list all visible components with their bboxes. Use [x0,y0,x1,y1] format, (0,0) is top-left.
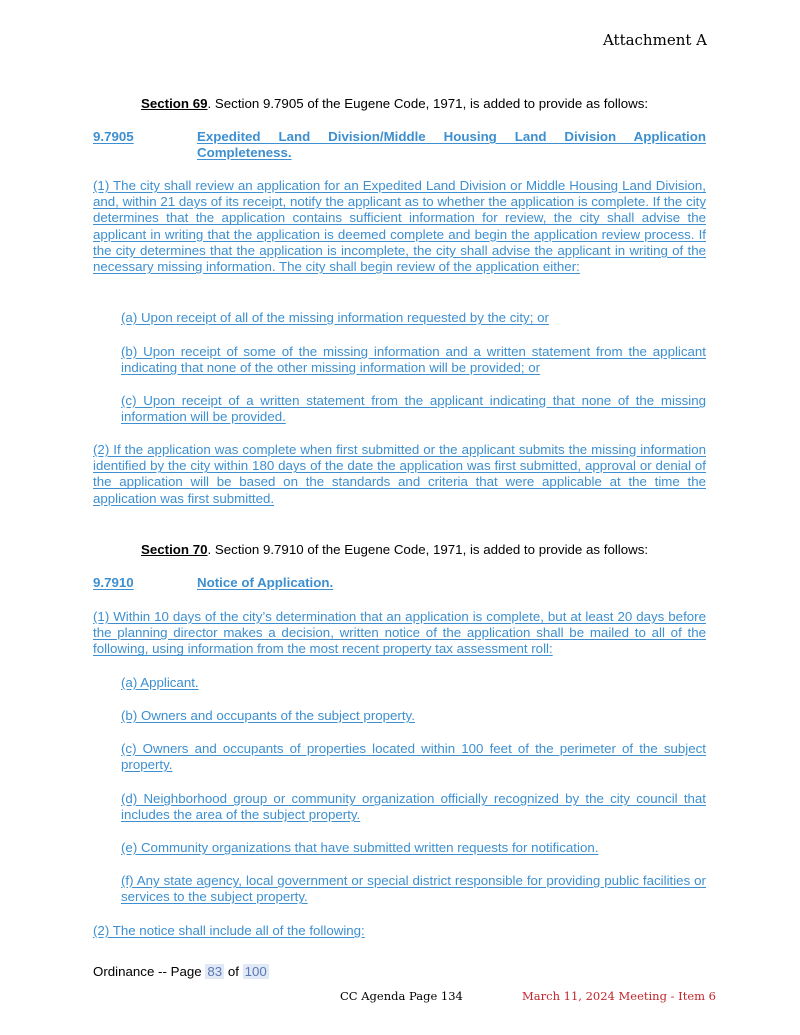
code-title: Notice of Application. [197,575,334,590]
section-70-heading [141,542,648,557]
meeting-label: March 11, 2024 Meeting - Item 6 [522,989,716,1003]
section-70-para-1: (1) Within 10 days of the city’s determination that an application is complete, but at least 20 days before the planning director makes a decision, written notice of the application shall be mailed to all of the following, using information from the most recent property tax assessment roll: [93,609,706,657]
section-70-label: Section 70 [141,542,208,557]
section-69-para-1: (1) The city shall review an application for an Expedited Land Division or Middle Housing Land Division, and, within 21 days of its receipt, notify the applicant as to whether the application is complete. If the city determines that the application contains sufficient information for review, the city shall advise the applicant in writing that the application is deemed complete and begin the application review process. If the city determines that the application is incomplete, the city shall advise the applicant in writing of the necessary missing information. The city shall begin review of the application either: [93,178,706,275]
section-70-intro: . Section 9.7910 of the Eugene Code, 1971, is added to provide as follows: [207,542,649,557]
section-69-item-a: (a) Upon receipt of all of the missing information requested by the city; or [121,310,549,325]
section-70-para-2: (2) The notice shall include all of the following: [93,923,365,938]
code-number: 9.7905 [93,129,134,144]
agenda-page-label: CC Agenda Page 134 [340,989,463,1003]
section-69-item-b: (b) Upon receipt of some of the missing information and a written statement from the applicant indicating that none of the other missing information will be provided; or [121,344,706,376]
section-69-para-2: (2) If the application was complete when first submitted or the applicant submits the missing information identified by the city within 180 days of the date the application was first submitted, approval or denial of the application will be based on the standards and criteria that were applicable at the time the application was first submitted. [93,442,706,506]
section-70-item-f: (f) Any state agency, local government or special district responsible for providing public facilities or services to the subject property. [121,873,706,905]
section-70-item-d: (d) Neighborhood group or community organization officially recognized by the city council that includes the area of the subject property. [121,791,706,823]
section-70-item-a: (a) Applicant. [121,675,199,690]
page-of-label: of [224,964,243,979]
page-footer [93,964,269,979]
code-number: 9.7910 [93,575,134,590]
attachment-label: Attachment A [602,31,707,49]
section-69-item-c: (c) Upon receipt of a written statement from the applicant indicating that none of the missing information will be provided. [121,393,706,425]
code-title: Expedited Land Division/Middle Housing Land Division Application Completeness. [197,129,706,160]
page-total-field: 100 [244,964,267,979]
section-69-heading [141,96,648,111]
section-69-label: Section 69 [141,96,208,111]
section-70-item-c: (c) Owners and occupants of properties located within 100 feet of the perimeter of the subject property. [121,741,706,773]
section-69-intro: . Section 9.7905 of the Eugene Code, 1971, is added to provide as follows: [207,96,649,111]
ordinance-page-label: Ordinance -- Page [93,964,206,979]
section-70-item-e: (e) Community organizations that have submitted written requests for notification. [121,840,599,855]
page-number-field: 83 [207,964,223,979]
section-70-item-b: (b) Owners and occupants of the subject property. [121,708,415,723]
